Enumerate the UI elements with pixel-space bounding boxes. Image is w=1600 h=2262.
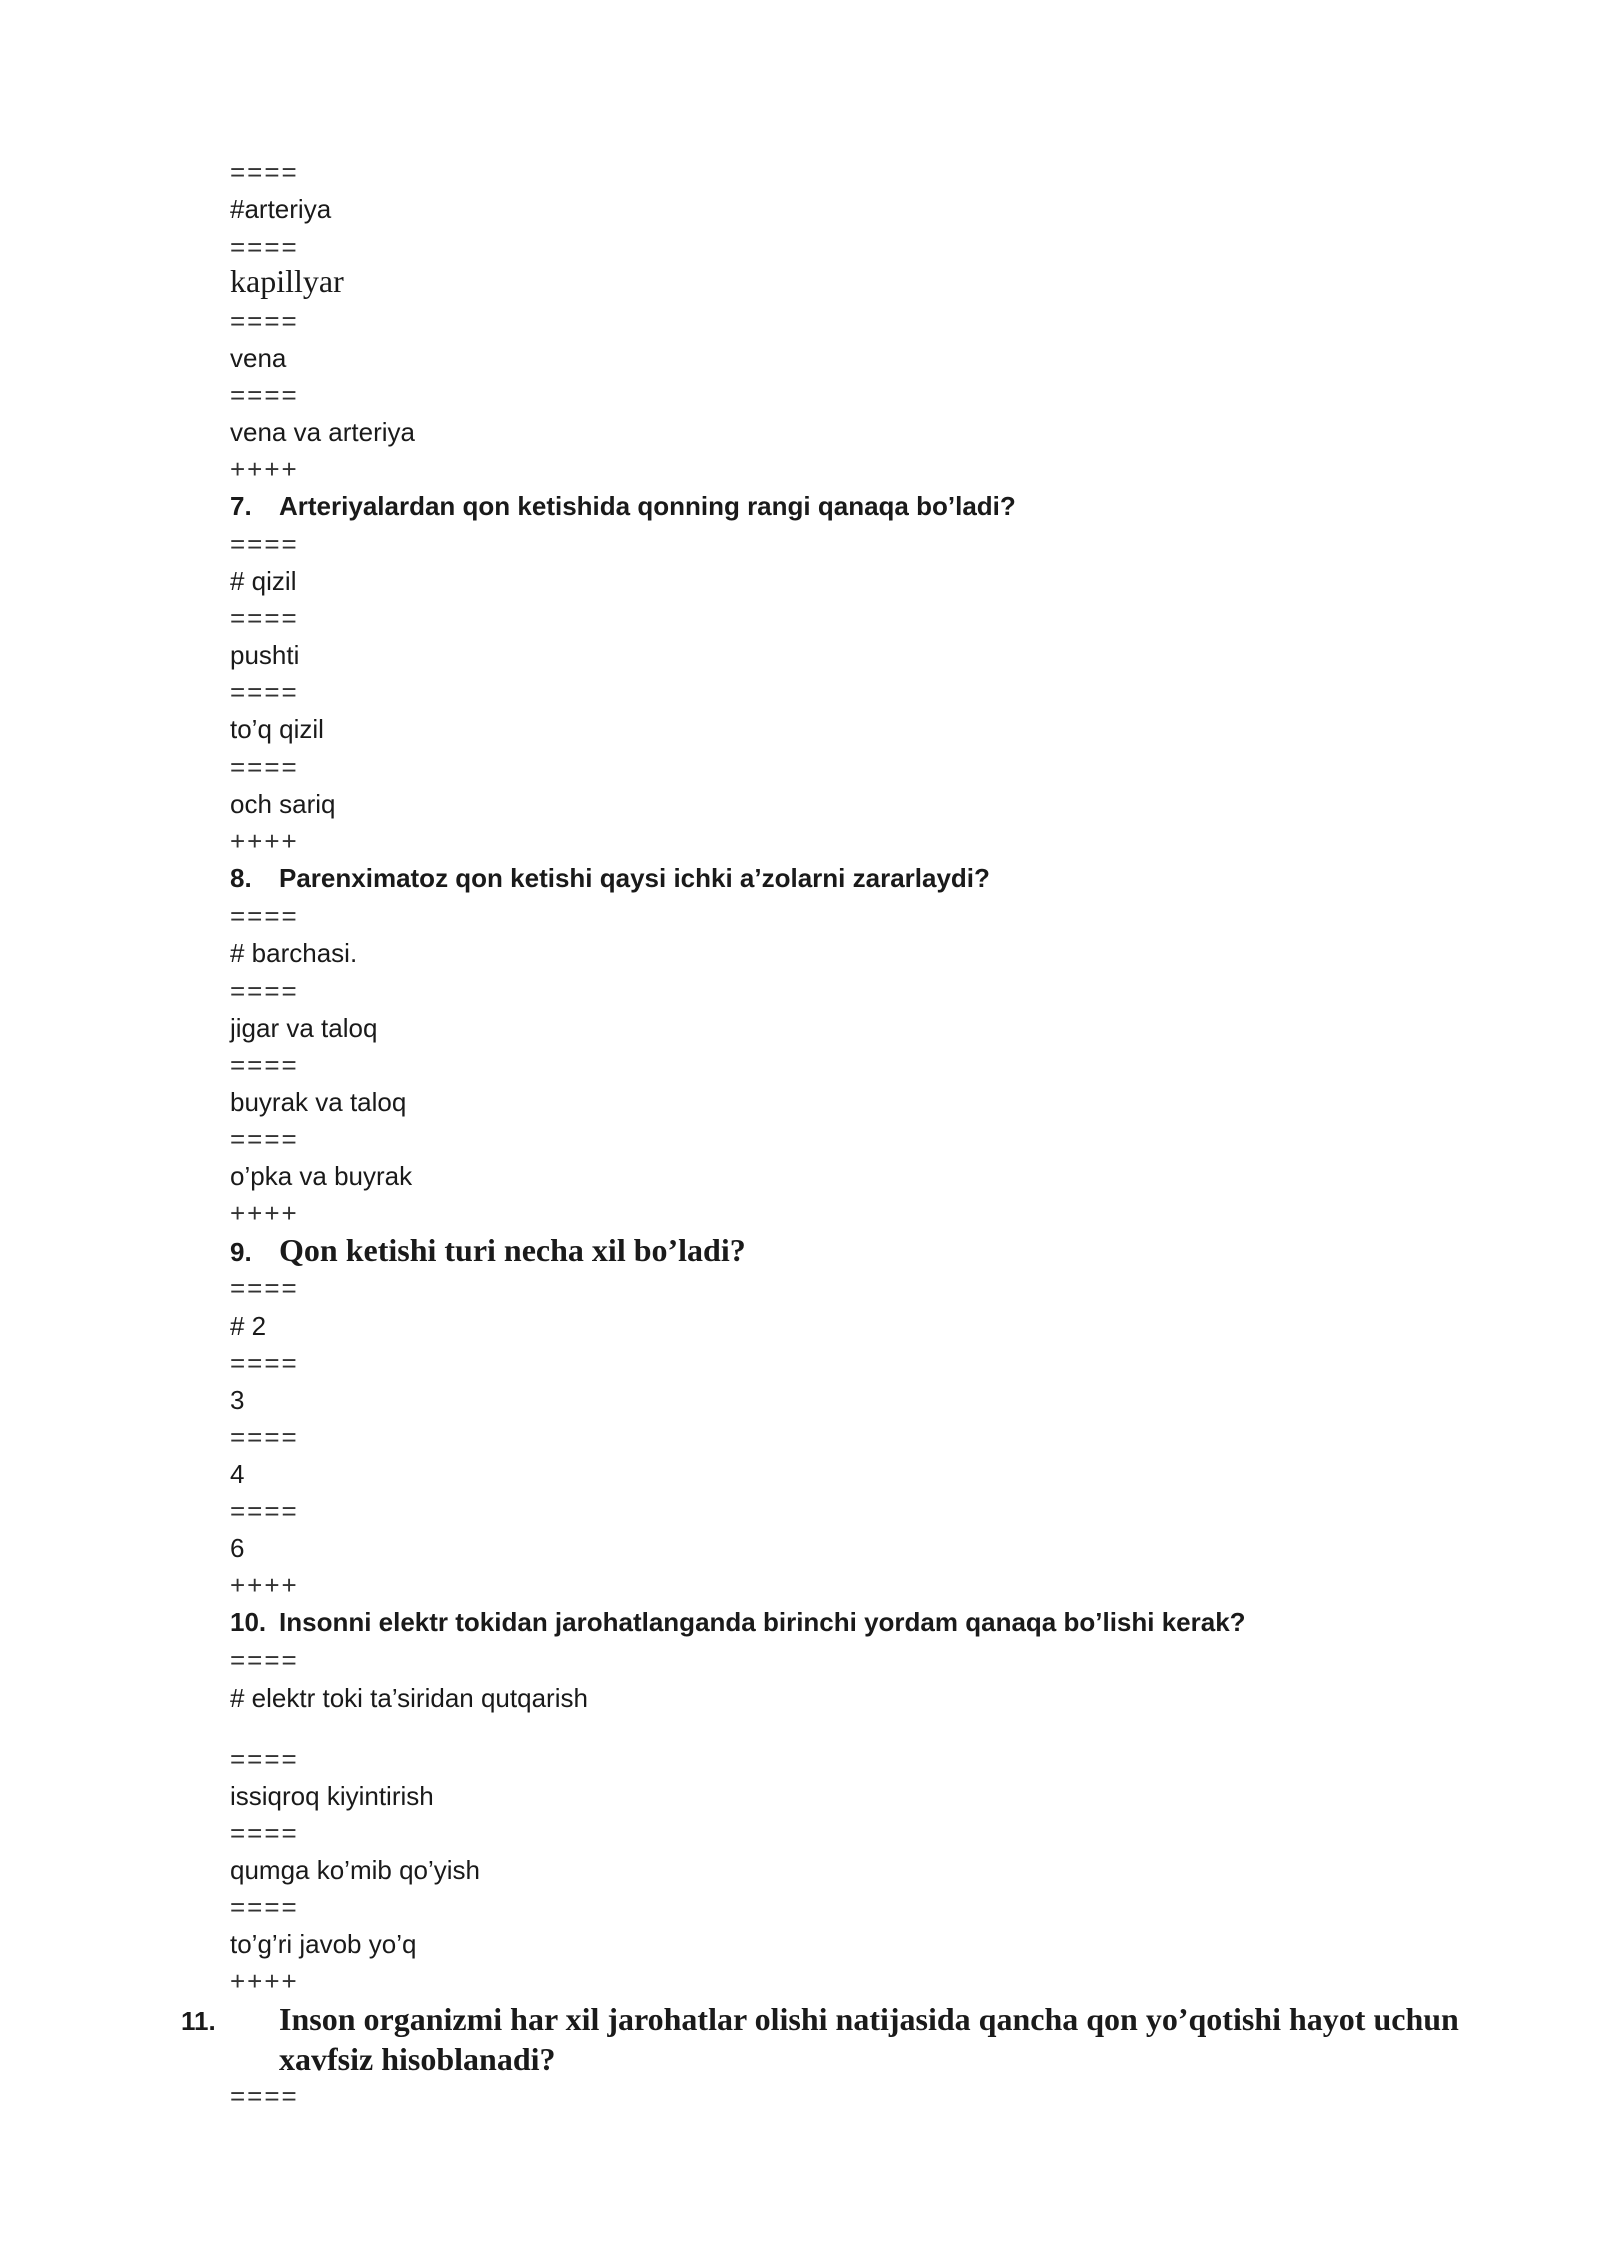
question-number: 11. bbox=[181, 2006, 216, 2036]
answer-option: jigar va taloq bbox=[230, 1013, 378, 1043]
option-separator: ==== bbox=[230, 2081, 299, 2111]
answer-option: # 2 bbox=[230, 1311, 267, 1341]
question-10 bbox=[230, 1607, 1246, 1637]
option-separator: ==== bbox=[230, 1273, 299, 1303]
answer-option: to’q qizil bbox=[230, 714, 324, 744]
option-separator: ==== bbox=[230, 1818, 299, 1848]
question-text: Insonni elektr tokidan jarohatlanganda birinchi yordam qanaqa bo’lishi kerak? bbox=[279, 1607, 1246, 1637]
answer-option: to’g’ri javob yo’q bbox=[230, 1929, 417, 1959]
option-separator: ==== bbox=[230, 1348, 299, 1378]
option-separator: ==== bbox=[230, 976, 299, 1006]
option-separator: ==== bbox=[230, 380, 299, 410]
question-number: 10. bbox=[230, 1607, 267, 1637]
question-number: 7. bbox=[230, 491, 252, 521]
option-separator: ==== bbox=[230, 1744, 299, 1774]
answer-option: buyrak va taloq bbox=[230, 1087, 407, 1117]
answer-option: kapillyar bbox=[230, 263, 344, 299]
question-number: 8. bbox=[230, 863, 252, 893]
answer-option: vena bbox=[230, 343, 287, 373]
question-separator: ++++ bbox=[230, 1966, 299, 1996]
question-text: Parenximatoz qon ketishi qaysi ichki a’zolarni zararlaydi? bbox=[279, 863, 990, 893]
option-separator: ==== bbox=[230, 1422, 299, 1452]
question-8 bbox=[230, 863, 990, 893]
question-7 bbox=[230, 491, 1016, 521]
option-separator: ==== bbox=[230, 901, 299, 931]
option-separator: ==== bbox=[230, 306, 299, 336]
answer-option: qumga ko’mib qo’yish bbox=[230, 1855, 481, 1885]
option-separator: ==== bbox=[230, 1124, 299, 1154]
option-separator: ==== bbox=[230, 1496, 299, 1526]
answer-option: och sariq bbox=[230, 789, 336, 819]
answer-option: # elektr toki ta’siridan qutqarish bbox=[230, 1683, 588, 1713]
option-separator: ==== bbox=[230, 157, 299, 187]
option-separator: ==== bbox=[230, 1892, 299, 1922]
answer-option: 3 bbox=[230, 1385, 245, 1415]
question-separator: ++++ bbox=[230, 826, 299, 856]
question-text: Inson organizmi har xil jarohatlar olishi natijasida qancha qon yo’qotishi hayot uchun xavfsiz hisoblanadi? bbox=[279, 2001, 1459, 2077]
question-number: 9. bbox=[230, 1237, 252, 1267]
answer-option: vena va arteriya bbox=[230, 417, 415, 447]
answer-option: pushti bbox=[230, 640, 300, 670]
option-separator: ==== bbox=[230, 529, 299, 559]
option-separator: ==== bbox=[230, 1645, 299, 1675]
answer-option: 4 bbox=[230, 1459, 245, 1489]
answer-option: 6 bbox=[230, 1533, 245, 1563]
question-separator: ++++ bbox=[230, 454, 299, 484]
answer-option: #arteriya bbox=[230, 194, 332, 224]
question-separator: ++++ bbox=[230, 1570, 299, 1600]
question-text: Arteriyalardan qon ketishida qonning rangi qanaqa bo’ladi? bbox=[279, 491, 1016, 521]
option-separator: ==== bbox=[230, 1050, 299, 1080]
option-separator: ==== bbox=[230, 232, 299, 262]
answer-option: o’pka va buyrak bbox=[230, 1161, 413, 1191]
question-9 bbox=[230, 1232, 746, 1268]
answer-option: # barchasi. bbox=[230, 938, 358, 968]
option-separator: ==== bbox=[230, 677, 299, 707]
question-text: Qon ketishi turi necha xil bo’ladi? bbox=[279, 1232, 746, 1268]
question-separator: ++++ bbox=[230, 1198, 299, 1228]
answer-option: issiqroq kiyintirish bbox=[230, 1781, 434, 1811]
option-separator: ==== bbox=[230, 603, 299, 633]
option-separator: ==== bbox=[230, 752, 299, 782]
question-11 bbox=[181, 2000, 1480, 2078]
answer-option: # qizil bbox=[230, 566, 297, 596]
